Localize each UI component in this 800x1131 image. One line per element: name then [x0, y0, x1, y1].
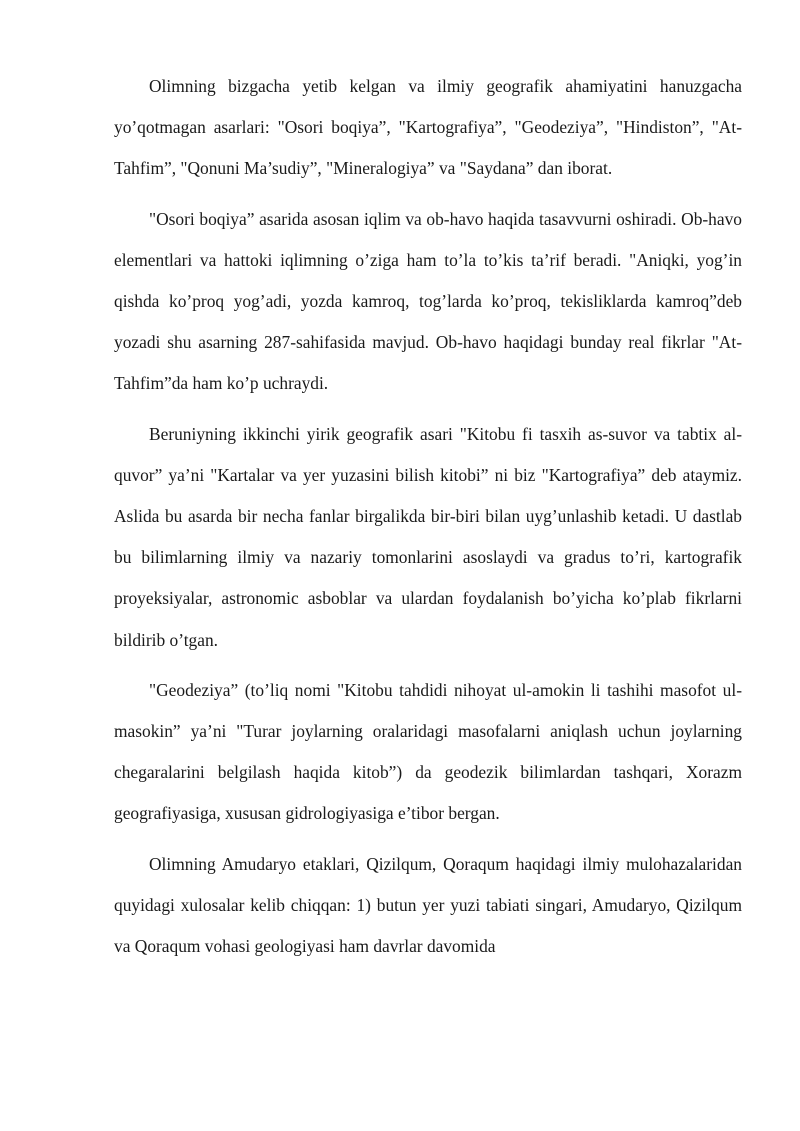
paragraph-kartografiya: Beruniyning ikkinchi yirik geografik asari "Kitobu fi tasxih as-suvor va tabtix al-quvor” ya’ni "Kartalar va yer yuzasini bilish kitobi” ni biz "Kartografiya” deb ataymiz. Aslida bu asarda bir necha fanlar birgalikda bir-biri bilan uyg’unlashib ketadi. U dastlab bu bilimlarning ilmiy va nazariy tomonlarini asoslaydi va gradus to’ri, kartografik proyeksiyalar, astronomic asboblar va ulardan foydalanish bo’yicha ko’plab fikrlarni bildirib o’tgan. [114, 423, 742, 650]
paragraph-osori-boqiya: "Osori boqiya” asarida asosan iqlim va ob-havo haqida tasavvurni oshiradi. Ob-havo elementlari va hattoki iqlimning o’ziga ham to’la to’kis ta’rif beradi. "Aniqki, yog’in qishda ko’proq yog’adi, yozda kamroq, tog’larda ko’proq, tekisliklarda kamroq”deb yozadi shu asarning 287-sahifasida mavjud. Ob-havo haqidagi bunday real fikrlar "At-Tahfim”da ham ko’p uchraydi. [114, 208, 742, 394]
paragraph-works-list: Olimning bizgacha yetib kelgan va ilmiy geografik ahamiyatini hanuzgacha yo’qotmagan asarlari: "Osori boqiya”, "Kartografiya”, "Geodeziya”, "Hindiston”, "At-Tahfim”, "Qonuni Ma’sudiy”, "Mineralogiya” va "Saydana” dan iborat. [114, 76, 742, 179]
paragraph-geodeziya: "Geodeziya” (to’liq nomi "Kitobu tahdidi nihoyat ul-amokin li tashihi masofot ul-masokin” ya’ni "Turar joylarning oralaridagi masofalarni aniqlash uchun joylarning chegaralarini belgilash haqida kitob”) da geodezik bilimlardan tashqari, Xorazm geografiyasiga, xususan gidrologiyasiga e’tibor bergan. [114, 679, 742, 824]
paragraph-amudaryo: Olimning Amudaryo etaklari, Qizilqum, Qoraqum haqidagi ilmiy mulohazalaridan quyidagi xulosalar kelib chiqqan: 1) butun yer yuzi tabiati singari, Amudaryo, Qizilqum va Qoraqum vohasi geologiyasi ham davrlar davomida [114, 853, 742, 957]
